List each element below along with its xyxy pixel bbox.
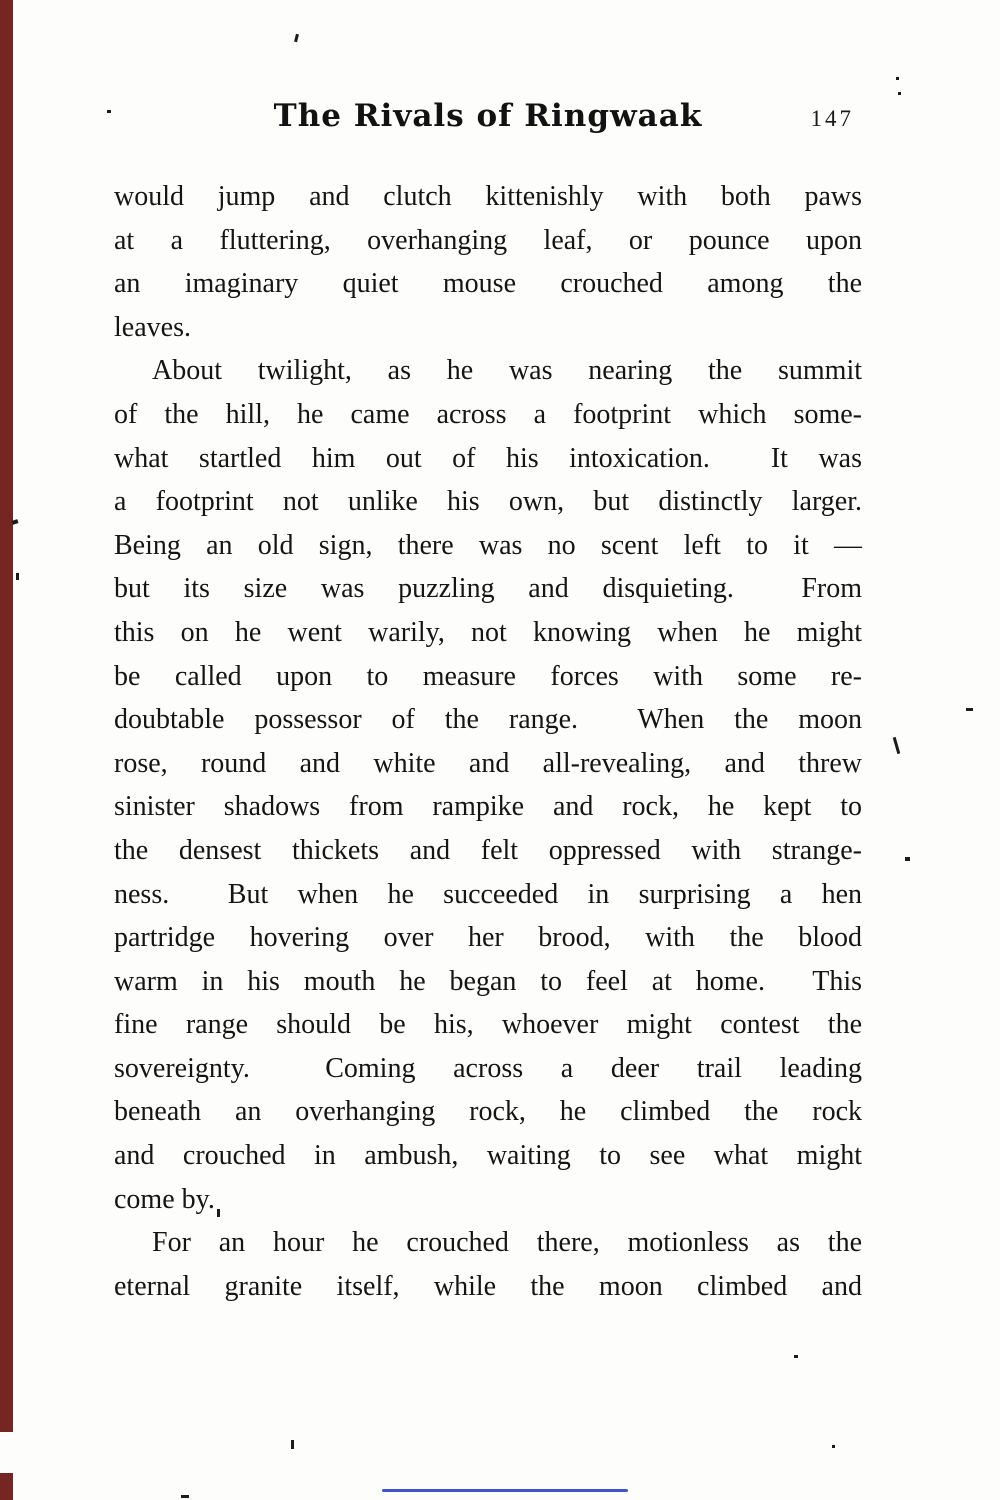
scan-speck	[12, 519, 19, 525]
text-line: a footprint not unlike his own, but distinctly larger.	[114, 486, 862, 518]
scan-speck	[966, 708, 973, 711]
text-line: this on he went warily, not knowing when he might	[114, 616, 862, 648]
text-line: sovereignty. Coming across a deer trail leading	[114, 1052, 862, 1084]
text-line: Being an old sign, there was no scent left to it —	[114, 529, 862, 561]
running-header-title: The Rivals of Ringwaak	[273, 98, 703, 134]
scan-speck	[794, 1355, 798, 1358]
spine-scan-stripe	[0, 0, 13, 1432]
text-line: what startled him out of his intoxication. It was	[114, 442, 862, 474]
paragraph	[114, 175, 862, 349]
text-line: at a fluttering, overhanging leaf, or pounce upon	[114, 224, 862, 256]
text-line: of the hill, he came across a footprint which some-	[114, 398, 862, 430]
text-line: ness. But when he succeeded in surprising a hen	[114, 878, 862, 910]
scan-speck	[896, 77, 899, 80]
text-line: eternal granite itself, while the moon climbed and	[114, 1270, 862, 1302]
paragraph	[114, 349, 862, 1221]
scan-speck	[898, 92, 901, 95]
scan-speck	[16, 573, 19, 580]
scan-speck	[107, 110, 111, 113]
text-line: fine range should be his, whoever might contest the	[114, 1009, 862, 1041]
text-line: doubtable possessor of the range. When the moon	[114, 704, 862, 736]
text-line: be called upon to measure forces with some re-	[114, 660, 862, 692]
text-line: an imaginary quiet mouse crouched among the	[114, 268, 862, 300]
text-line: About twilight, as he was nearing the summit	[152, 355, 862, 387]
page-number: 147	[810, 106, 854, 131]
text-line: For an hour he crouched there, motionless as the	[152, 1227, 862, 1259]
text-line: leaves.	[114, 311, 191, 343]
text-line: the densest thickets and felt oppressed with strange-	[114, 834, 862, 866]
text-line: and crouched in ambush, waiting to see what might	[114, 1140, 862, 1172]
text-line: partridge hovering over her brood, with the blood	[114, 922, 862, 954]
scan-speck	[832, 1445, 835, 1448]
scan-speck	[291, 1440, 294, 1449]
scan-speck	[905, 857, 910, 861]
text-line: would jump and clutch kittenishly with both paws	[114, 181, 862, 212]
text-line: come by.	[114, 1183, 215, 1215]
spine-scan-stripe-bottom	[0, 1473, 13, 1500]
scan-speck	[294, 34, 299, 42]
text-line: warm in his mouth he began to feel at home. This	[114, 965, 862, 997]
text-line: beneath an overhanging rock, he climbed the rock	[114, 1096, 862, 1128]
text-column	[114, 98, 862, 1308]
text-line: rose, round and white and all-revealing, and threw	[114, 747, 862, 779]
scan-speck	[181, 1495, 189, 1498]
text-line: but its size was puzzling and disquieting. From	[114, 573, 862, 605]
running-header	[114, 98, 862, 142]
binding-thread-line	[382, 1489, 628, 1492]
scan-speck	[893, 737, 901, 754]
page-text	[114, 175, 862, 1308]
paragraph	[114, 1221, 862, 1308]
text-line: sinister shadows from rampike and rock, he kept to	[114, 791, 862, 823]
